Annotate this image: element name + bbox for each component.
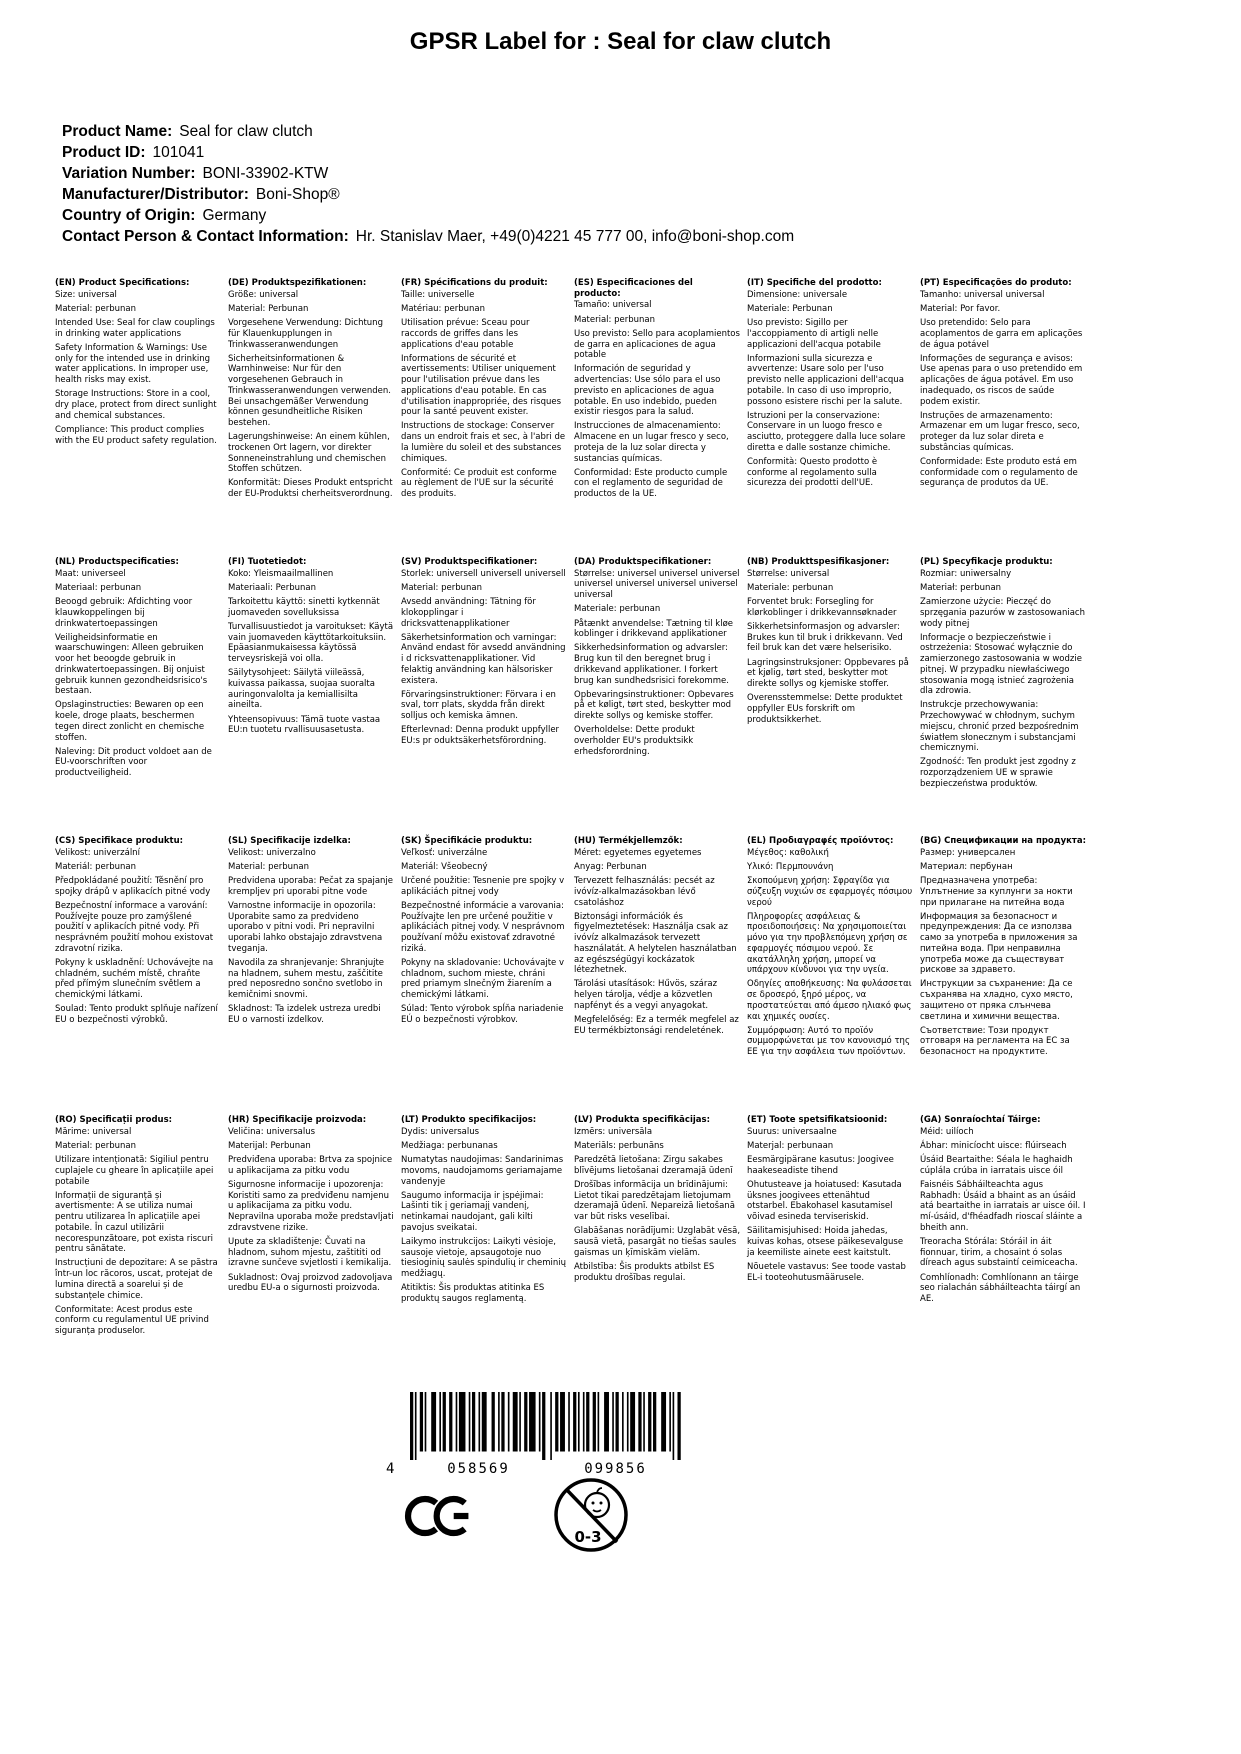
language-block-sl — [228, 836, 394, 1029]
language-paragraph: Forventet bruk: Forsegling for klørkoblinger i drikkevannsøknader — [747, 597, 897, 618]
language-paragraph: Avsedd användning: Tätning för klokopplingar i dricksvattenapplikationer — [401, 597, 536, 629]
language-paragraph: Bezpečnostní informace a varování: Používejte pouze pro zamýšlené použití v aplikacích pitné vody. Při nesprávném použití mohou existovat zdravotní rizika. — [55, 901, 214, 954]
language-paragraph: Ohutusteave ja hoiatused: Kasutada üksnes joogivees ettenähtud otstarbel. Ebakohasel kasutamisel võivad esineda terviseriskid. — [747, 1180, 902, 1223]
product-info-value: Seal for claw clutch — [179, 123, 313, 140]
product-info-label: Variation Number: — [62, 165, 196, 182]
language-block-pl — [920, 557, 1086, 793]
language-paragraph: Storage Instructions: Store in a cool, dry place, protect from direct sunlight and chemical substances. — [55, 389, 217, 421]
language-paragraph: Opslaginstructies: Bewaren op een koele, droge plaats, beschermen tegen direct zonlicht en chemische stoffen. — [55, 700, 205, 743]
language-paragraph: Predvidena uporaba: Pečat za spajanje krempljev pri uporabi pitne vode — [228, 876, 394, 897]
language-paragraph: Materiál: perbunan — [55, 861, 136, 872]
language-paragraph: Tamanho: universal universal — [920, 289, 1045, 300]
language-paragraph: Οδηγίες αποθήκευσης: Να φυλάσσεται σε δροσερό, ξηρό μέρος, να προστατεύεται από άμεσο ηλιακό φως και χημικές ουσίες. — [747, 979, 912, 1022]
language-paragraph: Utilisation prévue: Sceau pour raccords de griffes dans les applications d'eau potable — [401, 318, 530, 350]
language-paragraph: Uso previsto: Sello para acoplamientos de garra en aplicaciones de agua potable — [574, 328, 740, 361]
language-title: (ES) Especificaciones del producto: — [574, 278, 693, 299]
barcode-digits — [386, 1461, 684, 1477]
language-paragraph: Izmērs: universāla — [574, 1126, 653, 1137]
language-paragraph: Materiał: perbunan — [920, 582, 1002, 593]
language-paragraph: Informazioni sulla sicurezza e avvertenze: Usare solo per l'uso previsto nelle applicazioni dell'acqua potabile. In caso di uso improprio, possono esistere rischi per la salute. — [747, 353, 904, 407]
language-paragraph: Conformidade: Este produto está em conformidade com o regulamento de segurança de produtos da UE. — [920, 457, 1078, 489]
language-title: (LV) Produkta specifikācijas: — [574, 1115, 710, 1125]
product-info-value: Germany — [202, 207, 267, 224]
language-paragraph: Utilizare intenționată: Sigiliul pentru cuplajele cu gheare în aplicațiile apei potabile — [55, 1155, 214, 1187]
barcode-group-1: 058569 — [447, 1461, 510, 1477]
language-title: (RO) Specificații produs: — [55, 1115, 173, 1125]
product-info-label: Product Name: — [62, 123, 173, 140]
language-paragraph: Materijal: Perbunan — [228, 1140, 311, 1151]
language-paragraph: Material: perbunan — [401, 582, 482, 593]
language-paragraph: Efterlevnad: Denna produkt uppfyller EU:s pr oduktsäkerhetsförordning. — [401, 725, 560, 747]
language-block-el — [747, 836, 913, 1061]
language-paragraph: Säkerhetsinformation och varningar: Använd endast för avsedd användning i d ricksvattenapplikationer. Vid felaktig användning kan hälsorisker existera. — [401, 632, 566, 686]
language-paragraph: Comhlíonadh: Comhlíonann an táirge seo rialachán sábháilteachta táirgí an AE. — [920, 1272, 1081, 1305]
product-info-value: Boni-Shop® — [255, 186, 340, 203]
language-title: (EL) Προδιαγραφές προϊόντος: — [747, 836, 894, 846]
product-info-label: Country of Origin: — [62, 207, 196, 224]
footer — [0, 1380, 1241, 1754]
language-paragraph: Größe: universal — [228, 289, 299, 300]
product-info-row — [62, 163, 794, 184]
language-paragraph: Yhteensopivuus: Tämä tuote vastaa EU:n tuotetu rvallisuusasetusta. — [228, 714, 381, 736]
language-paragraph: Saugumo informacija ir įspėjimai: Lašinti tik į geriamajį vandenį, netinkamai naudojant, gali kilti pavojus sveikatai. — [401, 1190, 544, 1233]
language-title: (LT) Produkto specifikacijos: — [401, 1115, 537, 1125]
language-paragraph: Určené použitie: Tesnenie pre spojky v aplikáciách pitnej vody — [401, 876, 565, 897]
language-paragraph: Informações de segurança e avisos: Use apenas para o uso pretendido em aplicações de água potável. Em uso inadequado, os riscos de saúde podem existir. — [920, 353, 1083, 407]
language-title: (DA) Produktspecifikationer: — [574, 557, 712, 567]
language-block-it — [747, 278, 913, 493]
language-block-ro — [55, 1115, 221, 1340]
language-paragraph: Υλικό: Περμπουνάνη — [747, 861, 834, 872]
language-paragraph: Předpokládané použití: Těsnění pro spojky drápů v aplikacích pitné vody — [55, 876, 211, 897]
language-paragraph: Nõuetele vastavus: See toode vastab EL-i tooteohutusmäärusele. — [747, 1261, 906, 1283]
language-paragraph: Lagerungshinweise: An einem kühlen, trockenen Ort lagern, vor direkter Sonneneinstrahlung und chemischen Stoffen schützen. — [228, 432, 390, 475]
language-paragraph: Dimensione: universale — [747, 289, 848, 300]
language-paragraph: Tarkoitettu käyttö: sinetti kytkennät juomaveden sovelluksissa — [228, 597, 380, 618]
language-paragraph: Conformité: Ce produit est conforme au règlement de l'UE sur la sécurité des produits. — [401, 467, 557, 500]
language-title: (PT) Especificações do produto: — [920, 278, 1072, 288]
age-warning-icon — [552, 1476, 630, 1554]
language-paragraph: Información de seguridad y advertencias: Use sólo para el uso previsto en aplicaciones de agua potable. En uso indebido, pueden existir riesgos para la salud. — [574, 364, 721, 418]
language-title: (BG) Спецификации на продукта: — [920, 836, 1086, 846]
language-paragraph: Förvaringsinstruktioner: Förvara i en sval, torr plats, skydda från direkt solljus och kemiska ämnen. — [401, 689, 556, 722]
language-paragraph: Instruções de armazenamento: Armazenar em um lugar fresco, seco, proteger da luz solar direta e substâncias químicas. — [920, 410, 1080, 453]
language-paragraph: Anyag: Perbunan — [574, 861, 647, 872]
language-block-cs — [55, 836, 221, 1029]
language-paragraph: Velikost: univerzální — [55, 847, 140, 858]
language-paragraph: Sukladnost: Ovaj proizvod zadovoljava uredbu EU-a o sigurnosti proizvoda. — [228, 1272, 393, 1294]
language-paragraph: Eesmärgipärane kasutus: Joogivee haakeseadiste tihend — [747, 1155, 894, 1176]
language-paragraph: Sigurnosne informacije i upozorenja: Koristiti samo za predviđenu namjenu u aplikacijama za pitku vodu. Nepravilna uporaba može predstavljati zdravstvene rizike. — [228, 1180, 394, 1233]
language-paragraph: Material: perbunan — [574, 314, 655, 325]
language-paragraph: Tervezett felhasználás: pecsét az ivóvíz-alkalmazásokban lévő csatoláshoz — [574, 876, 715, 908]
language-paragraph: Materiaali: Perbunan — [228, 582, 316, 593]
language-paragraph: Informații de siguranță și avertismente: A se utiliza numai pentru utilizarea în aplicațiile apei potabile. În cazul utilizării necorespunzătoare, pot exista riscuri pentru sănătate. — [55, 1190, 213, 1255]
language-paragraph: Size: universal — [55, 289, 117, 300]
language-paragraph: Bezpečnostné informácie a varovania: Používajte len pre určené použitie v aplikáciách pitnej vody. V nesprávnom používaní môžu existovať zdravotné riziká. — [401, 901, 565, 954]
language-block-lt — [401, 1115, 567, 1308]
language-block-da — [574, 557, 740, 761]
language-title: (SK) Špecifikácie produktu: — [401, 836, 533, 846]
product-info-label: Contact Person & Contact Information: — [62, 228, 349, 245]
language-paragraph: Glabāšanas norādījumi: Uzglabāt vēsā, sausā vietā, pasargāt no tiešas saules gaismas un ķīmiskām vielām. — [574, 1226, 741, 1258]
language-block-nl — [55, 557, 221, 782]
language-paragraph: Pokyny na skladovanie: Uchovávajte v chladnom, suchom mieste, chráni pred priamym slnečným žiarením a chemickými látkami. — [401, 958, 565, 1001]
language-paragraph: Upute za skladištenje: Čuvati na hladnom, suhom mjestu, zaštititi od izravne sunčeve svjetlosti i kemikalija. — [228, 1237, 392, 1269]
language-title: (HR) Specifikacije proizvoda: — [228, 1115, 367, 1125]
barcode — [386, 1392, 684, 1477]
language-paragraph: Méid: uilíoch — [920, 1126, 974, 1137]
product-info-row — [62, 121, 794, 142]
language-paragraph: Størrelse: universal — [747, 568, 830, 579]
age-warning-label: 0-3 — [574, 1528, 602, 1546]
language-paragraph: Veľkosť: univerzálne — [401, 847, 488, 858]
product-info-label: Manufacturer/Distributor: — [62, 186, 249, 203]
language-block-en — [55, 278, 221, 450]
language-block-ga — [920, 1115, 1086, 1308]
language-title: (DE) Produktspezifikationen: — [228, 278, 367, 288]
language-paragraph: Overholdelse: Dette produkt overholder EU's produktsikk erhedsforordning. — [574, 725, 695, 757]
language-paragraph: Sicherheitsinformationen & Warnhinweise: Nur für den vorgesehenen Gebrauch in Trinkwasseranwendungen verwenden. Bei unsachgemäßer Verwendung können gesundheitliche Risiken bestehen. — [228, 353, 391, 428]
language-paragraph: Súlad: Tento výrobok spĺňa nariadenie EÚ o bezpečnosti výrobkov. — [401, 1004, 564, 1026]
language-paragraph: Faisnéis Sábháilteachta agus Rabhadh: Úsáid a bhaint as an úsáid atá beartaithe in iarratais ar uisce óil. I mí-úsáid, d'fhéadfadh rioscaí sláinte a bheith ann. — [920, 1180, 1086, 1233]
language-paragraph: Overensstemmelse: Dette produktet oppfyller EUs forskrift om produktsikkerhet. — [747, 693, 903, 725]
language-paragraph: Méret: egyetemes egyetemes — [574, 847, 702, 858]
language-paragraph: Drošības informācija un brīdinājumi: Lietot tikai paredzētajam lietojumam dzeramajā ūdenī. Nepareizā lietošanā var būt risks veselībai. — [574, 1180, 735, 1223]
language-paragraph: Taille: universelle — [401, 289, 475, 300]
language-paragraph: Numatytas naudojimas: Sandarinimas movoms, naudojamoms geriamajame vandenyje — [401, 1155, 564, 1187]
language-paragraph: Съответствие: Този продукт отговаря на регламента на ЕС за безопасност на продуктите. — [920, 1025, 1070, 1058]
language-paragraph: Conformidad: Este producto cumple con el reglamento de seguridad de productos de la UE. — [574, 467, 728, 500]
language-paragraph: Compliance: This product complies with the EU product safety regulation. — [55, 424, 217, 446]
language-paragraph: Materiale: perbunan — [747, 582, 834, 593]
ce-mark-icon — [404, 1492, 474, 1540]
product-info-value: Hr. Stanislav Maer, +49(0)4221 45 777 00, info@boni-shop.com — [355, 228, 795, 245]
language-paragraph: Säilitamisjuhised: Hoida jahedas, kuivas kohas, otsese päikesevalguse ja keemiliste ainete eest kaitstult. — [747, 1226, 904, 1258]
language-paragraph: Ábhar: minicíocht uisce: flúirseach — [920, 1140, 1067, 1151]
language-block-bg — [920, 836, 1086, 1061]
language-paragraph: Turvallisuustiedot ja varoitukset: Käytä vain juomaveden käyttötarkoituksiin. Epäasianmukaisessa käytössä terveysriskejä voi olla. — [228, 622, 394, 665]
language-title: (EN) Product Specifications: — [55, 278, 190, 288]
language-paragraph: Soulad: Tento produkt splňuje nařízení EU o bezpečnosti výrobků. — [55, 1004, 218, 1026]
language-block-fr — [401, 278, 567, 503]
language-paragraph: Materiaal: perbunan — [55, 582, 142, 593]
language-title: (GA) Sonraíochtaí Táirge: — [920, 1115, 1041, 1125]
language-paragraph: Materjal: perbunaan — [747, 1140, 834, 1151]
language-paragraph: Navodila za shranjevanje: Shranjujte na hladnem, suhem mestu, zaščitite pred neposredno sončno svetlobo in kemičnimi snovmi. — [228, 958, 385, 1001]
language-paragraph: Materiál: Všeobecný — [401, 861, 488, 872]
language-paragraph: Συμμόρφωση: Αυτό το προϊόν συμμορφώνεται με τον κανονισμό της ΕΕ για την ασφάλεια των προϊόντων. — [747, 1025, 910, 1058]
language-paragraph: Conformità: Questo prodotto è conforme al regolamento sulla sicurezza dei prodotti dell'UE. — [747, 457, 878, 489]
language-paragraph: Sikkerhedsinformation og advarsler: Brug kun til den beregnet brug i drikkevand applikationer. I forkert brug kan sundhedsrisici forekomme. — [574, 643, 729, 686]
language-paragraph: Informations de sécurité et avertissements: Utiliser uniquement pour l'utilisation prévue dans les applications d'eau potable. En cas d'utilisation inappropriée, des risques pour la santé peuvent exister. — [401, 353, 562, 418]
product-info — [62, 121, 794, 247]
language-paragraph: Lagringsinstruksjoner: Oppbevares på et kjølig, tørt sted, beskytter mot direkte sollys og kjemiske stoffer. — [747, 657, 909, 690]
language-paragraph: Uso previsto: Sigillo per l'accoppiamento di artigli nelle applicazioni dell'acqua potabile — [747, 318, 881, 350]
language-paragraph: Laikymo instrukcijos: Laikyti vėsioje, sausoje vietoje, apsaugotoje nuo tiesioginių saulės spindulių ir cheminių medžiagų. — [401, 1237, 567, 1280]
language-paragraph: Atitiktis: Šis produktas atitinka ES produktų saugos reglamentą. — [401, 1283, 545, 1305]
language-paragraph: Πληροφορίες ασφάλειας & προειδοποιήσεις: Να χρησιμοποιείται μόνο για την προβλεπόμενη χρήση σε εφαρμογές πόσιμου νερού. Σε ακατάλληλη χρήση, μπορεί να υπάρχουν κίνδυνοι για την υγεία. — [747, 911, 908, 976]
language-title: (SL) Specifikacije izdelka: — [228, 836, 351, 846]
language-paragraph: Matériau: perbunan — [401, 303, 486, 314]
product-info-value: 101041 — [152, 144, 205, 161]
language-paragraph: Material: perbunan — [55, 1140, 136, 1151]
language-paragraph: Инструкции за съхранение: Да се съхранява на хладно, сухо място, защитено от пряка слънчева светлина и химични вещества. — [920, 979, 1073, 1022]
language-paragraph: Naleving: Dit product voldoet aan de EU-voorschriften voor productveiligheid. — [55, 746, 212, 779]
language-paragraph: Σκοπούμενη χρήση: Σφραγίδα για σύζευξη νυχιών σε εφαρμογές πόσιμου νερού — [747, 876, 913, 908]
language-block-lv — [574, 1115, 740, 1287]
language-title: (FI) Tuotetiedot: — [228, 557, 307, 567]
language-paragraph: Vorgesehene Verwendung: Dichtung für Klauenkupplungen in Trinkwasseranwendungen — [228, 318, 383, 350]
language-block-de — [228, 278, 394, 503]
language-paragraph: Material: perbunan — [55, 303, 136, 314]
barcode-lead-digit: 4 — [386, 1461, 397, 1477]
language-paragraph: Dydis: universalus — [401, 1126, 480, 1137]
language-paragraph: Suurus: universaalne — [747, 1126, 837, 1137]
language-paragraph: Maat: universeel — [55, 568, 126, 579]
language-paragraph: Predviđena uporaba: Brtva za spojnice u aplikacijama za pitku vodu — [228, 1155, 393, 1176]
language-paragraph: Instructions de stockage: Conserver dans un endroit frais et sec, à l'abri de la lumière du soleil et des substances chimiques. — [401, 421, 566, 464]
language-paragraph: Koko: Yleismaailmallinen — [228, 568, 334, 579]
product-info-value: BONI-33902-KTW — [202, 165, 329, 182]
language-paragraph: Veiligheidsinformatie en waarschuwingen: Alleen gebruiken voor het beoogde gebruik in drinkwatertoepassingen. Bij onjuist gebruik kunnen gezondheidsrisico's bestaan. — [55, 632, 208, 697]
language-paragraph: Medžiaga: perbunanas — [401, 1140, 498, 1151]
language-title: (PL) Specyfikacje produktu: — [920, 557, 1053, 567]
language-paragraph: Megfelelőség: Ez a termék megfelel az EU termékbiztonsági rendeletének. — [574, 1015, 739, 1036]
language-paragraph: Zgodność: Ten produkt jest zgodny z rozporządzeniem UE w sprawie bezpieczeństwa produktów. — [920, 757, 1076, 789]
language-title: (CS) Specifikace produktu: — [55, 836, 184, 846]
language-title: (ET) Toote spetsifikatsioonid: — [747, 1115, 888, 1125]
language-paragraph: Størrelse: universel universel universel universel universel universel universel universal — [574, 568, 740, 601]
language-paragraph: Materiale: Perbunan — [747, 303, 833, 314]
language-grid — [55, 278, 1086, 1394]
language-block-es — [574, 278, 740, 503]
language-paragraph: Material: perbunan — [228, 861, 309, 872]
language-paragraph: Размер: универсален — [920, 847, 1016, 858]
language-block-hu — [574, 836, 740, 1040]
language-paragraph: Instrucțiuni de depozitare: A se păstra într-un loc răcoros, uscat, protejat de lumina directă a soarelui și de substanțele chimice. — [55, 1258, 218, 1301]
language-block-sv — [401, 557, 567, 750]
language-paragraph: Istruzioni per la conservazione: Conservare in un luogo fresco e asciutto, proteggere dalla luce solare diretta e dalle sostanze chimiche. — [747, 410, 906, 453]
language-paragraph: Úsáid Beartaithe: Séala le haghaidh cúplála crúba in iarratais uisce óil — [920, 1155, 1073, 1176]
product-info-row — [62, 205, 794, 226]
language-paragraph: Informacje o bezpieczeństwie i ostrzeżenia: Stosować wyłącznie do zamierzonego zastosowania w wodzie pitnej. W przypadku niewłaściwego stosowania mogą istnieć zagrożenia dla zdrowia. — [920, 632, 1082, 697]
language-title: (NL) Productspecificaties: — [55, 557, 179, 567]
language-paragraph: Tárolási utasítások: Hűvös, száraz helyen tárolja, védje a közvetlen napfényt és a vegyi anyagokat. — [574, 979, 718, 1011]
language-block-sk — [401, 836, 567, 1029]
language-paragraph: Информация за безопасност и предупреждения: Да се използва само за употреба в приложения за питейна вода. При неправилна употреба може да съществуват рискове за здравето. — [920, 911, 1078, 976]
language-paragraph: Treoracha Stórála: Stóráil in áit fionnuar, tirim, a chosaint ó solas díreach agus substaintí ceimiceacha. — [920, 1237, 1078, 1269]
language-paragraph: Konformität: Dieses Produkt entspricht der EU-Produktsi cherheitsverordnung. — [228, 478, 393, 500]
product-info-label: Product ID: — [62, 144, 146, 161]
language-paragraph: Biztonsági információk és figyelmeztetések: Használja csak az ivóvíz alkalmazások tervezett használatát. A helytelen használatban az egészségügyi kockázatok létezhetnek. — [574, 911, 737, 976]
language-paragraph: Säilytysohjeet: Säilytä viileässä, kuivassa paikassa, suojaa suoralta auringonvalolta ja kemiallisilta aineilta. — [228, 668, 375, 711]
language-title: (FR) Spécifications du produit: — [401, 278, 548, 288]
language-block-fi — [228, 557, 394, 740]
language-paragraph: Opbevaringsinstruktioner: Opbevares på et køligt, tørt sted, beskytter mod direkte sollys og kemiske stoffer. — [574, 689, 734, 722]
language-paragraph: Tamaño: universal — [574, 300, 652, 311]
language-paragraph: Materiale: perbunan — [574, 604, 661, 615]
language-title: (HU) Termékjellemzők: — [574, 836, 683, 846]
language-paragraph: Velikost: univerzalno — [228, 847, 316, 858]
language-paragraph: Atbilstība: Šis produkts atbilst ES produktu drošības regulai. — [574, 1261, 715, 1283]
language-block-et — [747, 1115, 913, 1287]
language-paragraph: Veličina: universalus — [228, 1126, 316, 1137]
language-block-pt — [920, 278, 1086, 493]
language-title: (SV) Produktspecifikationer: — [401, 557, 538, 567]
barcode-bars-icon — [410, 1392, 684, 1460]
language-paragraph: Skladnost: Ta izdelek ustreza uredbi EU o varnosti izdelkov. — [228, 1004, 381, 1026]
language-paragraph: Uso pretendido: Selo para acoplamentos de garra em aplicações de água potável — [920, 318, 1083, 350]
language-paragraph: Mărime: universal — [55, 1126, 132, 1137]
language-paragraph: Safety Information & Warnings: Use only for the intended use in drinking water applications. In improper use, health risks may exist. — [55, 343, 211, 386]
product-info-row — [62, 142, 794, 163]
language-paragraph: Storlek: universell universell universell — [401, 568, 566, 579]
language-paragraph: Предназначена употреба: Уплътнение за куплунги за нокти при прилагане на питейна вода — [920, 876, 1073, 908]
language-paragraph: Varnostne informacije in opozorila: Uporabite samo za predvideno uporabo v pitni vodi. Pri nepravilni uporabi lahko obstajajo zdravstvena tveganja. — [228, 901, 383, 954]
barcode-group-2: 099856 — [584, 1461, 647, 1477]
language-paragraph: Rozmiar: uniwersalny — [920, 568, 1012, 579]
language-block-nb — [747, 557, 913, 729]
language-paragraph: Materiāls: perbunāns — [574, 1140, 664, 1151]
language-paragraph: Paredzētā lietošana: Zirgu sakabes blīvējums lietošanai dzeramajā ūdenī — [574, 1155, 733, 1176]
language-paragraph: Intended Use: Seal for claw couplings in drinking water applications — [55, 318, 215, 339]
product-info-row — [62, 184, 794, 205]
language-title: (IT) Specifiche del prodotto: — [747, 278, 882, 288]
language-block-hr — [228, 1115, 394, 1298]
language-paragraph: Μέγεθος: καθολική — [747, 847, 829, 858]
language-paragraph: Zamierzone użycie: Pieczęć do sprzęgania pazurów w zastosowaniach wody pitnej — [920, 597, 1085, 629]
language-paragraph: Sikkerhetsinformasjon og advarsler: Brukes kun til bruk i drikkevann. Ved feil bruk kan det være helserisiko. — [747, 622, 903, 654]
language-paragraph: Материал: пербунан — [920, 861, 1013, 872]
product-info-row — [62, 226, 794, 247]
language-paragraph: Påtænkt anvendelse: Tætning til kløe koblinger i drikkevand applikationer — [574, 618, 734, 640]
language-title: (NB) Produkttspesifikasjoner: — [747, 557, 890, 567]
language-paragraph: Conformitate: Acest produs este conform cu regulamentul UE privind siguranța produselor. — [55, 1304, 209, 1337]
language-paragraph: Material: Por favor. — [920, 303, 1001, 314]
language-paragraph: Instrucciones de almacenamiento: Almacene en un lugar fresco y seco, proteja de la luz solar directa y sustancias químicas. — [574, 421, 729, 464]
language-paragraph: Material: Perbunan — [228, 303, 309, 314]
language-paragraph: Pokyny k uskladnění: Uchovávejte na chladném, suchém místě, chraňte před přímým slunečním světlem a chemickými látkami. — [55, 958, 214, 1001]
language-paragraph: Instrukcje przechowywania: Przechowywać w chłodnym, suchym miejscu, chronić przed bezpośrednim światłem słonecznym i substancjami chemicznymi. — [920, 700, 1079, 754]
page-title: GPSR Label for : Seal for claw clutch — [409, 28, 832, 55]
language-paragraph: Beoogd gebruik: Afdichting voor klauwkoppelingen bij drinkwatertoepassingen — [55, 597, 193, 629]
